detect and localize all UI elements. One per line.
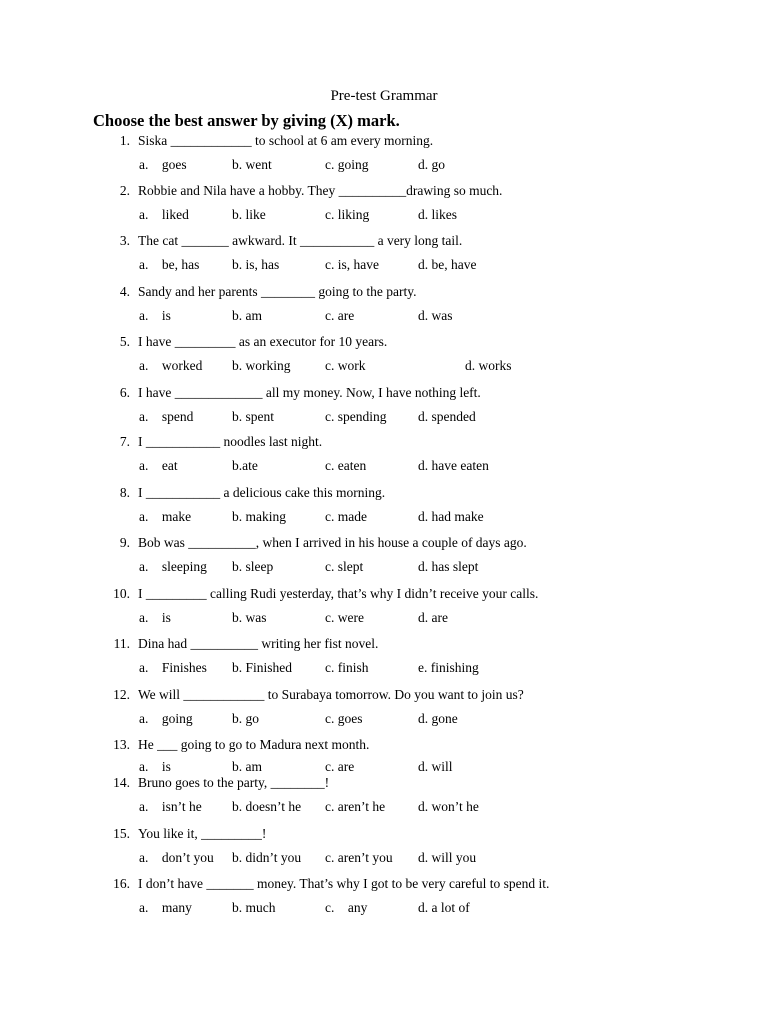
question-number: 8. [119, 485, 130, 500]
answer-option[interactable]: b. sleep [232, 559, 274, 574]
answer-options [0, 710, 768, 728]
question-number: 5. [119, 334, 130, 349]
question-item [0, 283, 768, 327]
question-number: 16. [113, 876, 130, 891]
answer-option[interactable]: a. going [139, 711, 193, 726]
answer-option[interactable]: a. make [139, 509, 192, 524]
answer-option[interactable]: a. sleeping [139, 559, 207, 574]
question-number: 11. [113, 636, 130, 651]
answer-option[interactable]: d. be, have [418, 257, 477, 272]
answer-option[interactable]: c. is, have [325, 257, 379, 272]
question-number: 10. [113, 586, 130, 601]
question-line [0, 585, 768, 603]
question-line [0, 384, 768, 402]
answer-options [0, 307, 768, 325]
answer-option[interactable]: c. aren’t he [325, 799, 386, 814]
question-number: 15. [113, 826, 130, 841]
answer-option[interactable]: a. don’t you [139, 850, 214, 865]
question-item [0, 875, 768, 919]
answer-option[interactable]: c. going [325, 157, 369, 172]
question-line [0, 774, 768, 792]
question-text: We will ____________ to Surabaya tomorrow. Do you want to join us? [138, 687, 524, 702]
answer-option[interactable]: c. made [325, 509, 367, 524]
question-line [0, 635, 768, 653]
answer-options [0, 659, 768, 677]
answer-option[interactable]: a. many [139, 900, 192, 915]
question-text: I don’t have _______ money. That’s why I got to be very careful to spend it. [138, 876, 550, 891]
answer-option[interactable]: d. a lot of [418, 900, 470, 915]
answer-option[interactable]: a. isn’t he [139, 799, 202, 814]
answer-option[interactable]: d. have eaten [418, 458, 489, 473]
question-text: I _________ calling Rudi yesterday, that’s why I didn’t receive your calls. [138, 586, 539, 601]
question-text: I have _____________ all my money. Now, I have nothing left. [138, 385, 481, 400]
question-text: Dina had __________ writing her fist novel. [138, 636, 379, 651]
question-item [0, 384, 768, 428]
answer-options [0, 849, 768, 867]
answer-option[interactable]: c. spending [325, 409, 387, 424]
answer-option[interactable]: b. is, has [232, 257, 280, 272]
answer-option[interactable]: e. finishing [418, 660, 479, 675]
question-item [0, 534, 768, 578]
answer-option[interactable]: c. eaten [325, 458, 367, 473]
answer-option[interactable]: d. likes [418, 207, 457, 222]
question-text: You like it, _________! [138, 826, 267, 841]
answer-option[interactable]: d. was [418, 308, 453, 323]
question-item [0, 635, 768, 679]
question-text: Bruno goes to the party, ________! [138, 775, 330, 790]
answer-option[interactable]: d. go [418, 157, 445, 172]
answer-option[interactable]: c. any [325, 900, 368, 915]
question-text: He ___ going to go to Madura next month. [138, 737, 370, 752]
answer-options [0, 357, 768, 375]
question-item [0, 585, 768, 629]
answer-option[interactable]: c. slept [325, 559, 364, 574]
question-number: 6. [119, 385, 130, 400]
question-text: The cat _______ awkward. It ___________ a very long tail. [138, 233, 463, 248]
answer-options [0, 156, 768, 174]
question-line [0, 232, 768, 250]
answer-options [0, 256, 768, 274]
answer-options [0, 457, 768, 475]
answer-options [0, 609, 768, 627]
answer-option[interactable]: c. are [325, 759, 355, 774]
answer-option[interactable]: b. spent [232, 409, 274, 424]
question-number: 4. [119, 284, 130, 299]
answer-option[interactable]: d. will [418, 759, 453, 774]
answer-option[interactable]: d. spended [418, 409, 476, 424]
answer-option[interactable]: b. went [232, 157, 272, 172]
question-number: 14. [113, 775, 130, 790]
question-item [0, 686, 768, 730]
question-text: Robbie and Nila have a hobby. They __________drawing so much. [138, 183, 503, 198]
question-item [0, 182, 768, 226]
answer-option[interactable]: d. gone [418, 711, 458, 726]
answer-option[interactable]: a. is [139, 308, 171, 323]
answer-option[interactable]: b. didn’t you [232, 850, 302, 865]
question-number: 7. [119, 434, 130, 449]
answer-option[interactable]: c. finish [325, 660, 369, 675]
question-line [0, 534, 768, 552]
question-line [0, 736, 768, 754]
answer-option[interactable]: c. liking [325, 207, 370, 222]
answer-options [0, 508, 768, 526]
answer-options [0, 798, 768, 816]
answer-option[interactable]: b. go [232, 711, 259, 726]
question-number: 13. [113, 737, 130, 752]
answer-options [0, 558, 768, 576]
answer-option[interactable]: c. are [325, 308, 355, 323]
question-number: 12. [113, 687, 130, 702]
question-number: 3. [119, 233, 130, 248]
answer-option[interactable]: a. is [139, 610, 171, 625]
answer-option[interactable]: a. liked [139, 207, 189, 222]
question-item [0, 774, 768, 818]
question-text: Siska ____________ to school at 6 am every morning. [138, 133, 434, 148]
question-item [0, 825, 768, 869]
answer-option[interactable]: b. am [232, 759, 262, 774]
answer-option[interactable]: b. like [232, 207, 266, 222]
answer-option[interactable]: a. be, has [139, 257, 200, 272]
answer-option[interactable]: a. worked [139, 358, 203, 373]
question-item [0, 132, 768, 176]
question-text: Bob was __________, when I arrived in his house a couple of days ago. [138, 535, 527, 550]
answer-option[interactable]: b. was [232, 610, 267, 625]
answer-option[interactable]: a. Finishes [139, 660, 207, 675]
answer-option[interactable]: c. work [325, 358, 366, 373]
answer-options [0, 408, 768, 426]
answer-option[interactable]: b. much [232, 900, 276, 915]
question-line [0, 433, 768, 451]
question-text: I ___________ a delicious cake this morning. [138, 485, 386, 500]
answer-option[interactable]: d. will you [418, 850, 477, 865]
answer-options [0, 206, 768, 224]
answer-option[interactable]: b. doesn’t he [232, 799, 302, 814]
answer-option[interactable]: d. won’t he [418, 799, 479, 814]
answer-option[interactable]: d. are [418, 610, 448, 625]
question-line [0, 484, 768, 502]
question-line [0, 182, 768, 200]
instruction-heading: Choose the best answer by giving (X) mark. [93, 111, 400, 130]
answer-option[interactable]: a. is [139, 759, 171, 774]
question-line [0, 686, 768, 704]
question-line [0, 333, 768, 351]
question-number: 1. [119, 133, 130, 148]
question-number: 2. [119, 183, 130, 198]
answer-option[interactable]: b. making [232, 509, 286, 524]
answer-option[interactable]: c. were [325, 610, 364, 625]
question-text: I ___________ noodles last night. [138, 434, 323, 449]
question-text: Sandy and her parents ________ going to the party. [138, 284, 417, 299]
question-number: 9. [119, 535, 130, 550]
answer-option[interactable]: b. working [232, 358, 291, 373]
question-line [0, 283, 768, 301]
question-text: I have _________ as an executor for 10 years. [138, 334, 388, 349]
answer-option[interactable]: d. works [465, 358, 512, 373]
answer-option[interactable]: c. aren’t you [325, 850, 393, 865]
answer-option[interactable]: b.ate [232, 458, 258, 473]
question-item [0, 484, 768, 528]
answer-option[interactable]: a. spend [139, 409, 194, 424]
answer-option[interactable]: d. has slept [418, 559, 479, 574]
question-item [0, 232, 768, 276]
answer-option[interactable]: d. had make [418, 509, 484, 524]
answer-option[interactable]: a. eat [139, 458, 178, 473]
answer-option[interactable]: a. goes [139, 157, 187, 172]
page-title: Pre-test Grammar [330, 88, 438, 104]
answer-options [0, 899, 768, 917]
answer-option[interactable]: c. goes [325, 711, 363, 726]
question-item [0, 333, 768, 377]
question-line [0, 875, 768, 893]
answer-option[interactable]: b. am [232, 308, 262, 323]
question-line [0, 825, 768, 843]
question-item [0, 433, 768, 477]
question-line [0, 132, 768, 150]
answer-option[interactable]: b. Finished [232, 660, 293, 675]
